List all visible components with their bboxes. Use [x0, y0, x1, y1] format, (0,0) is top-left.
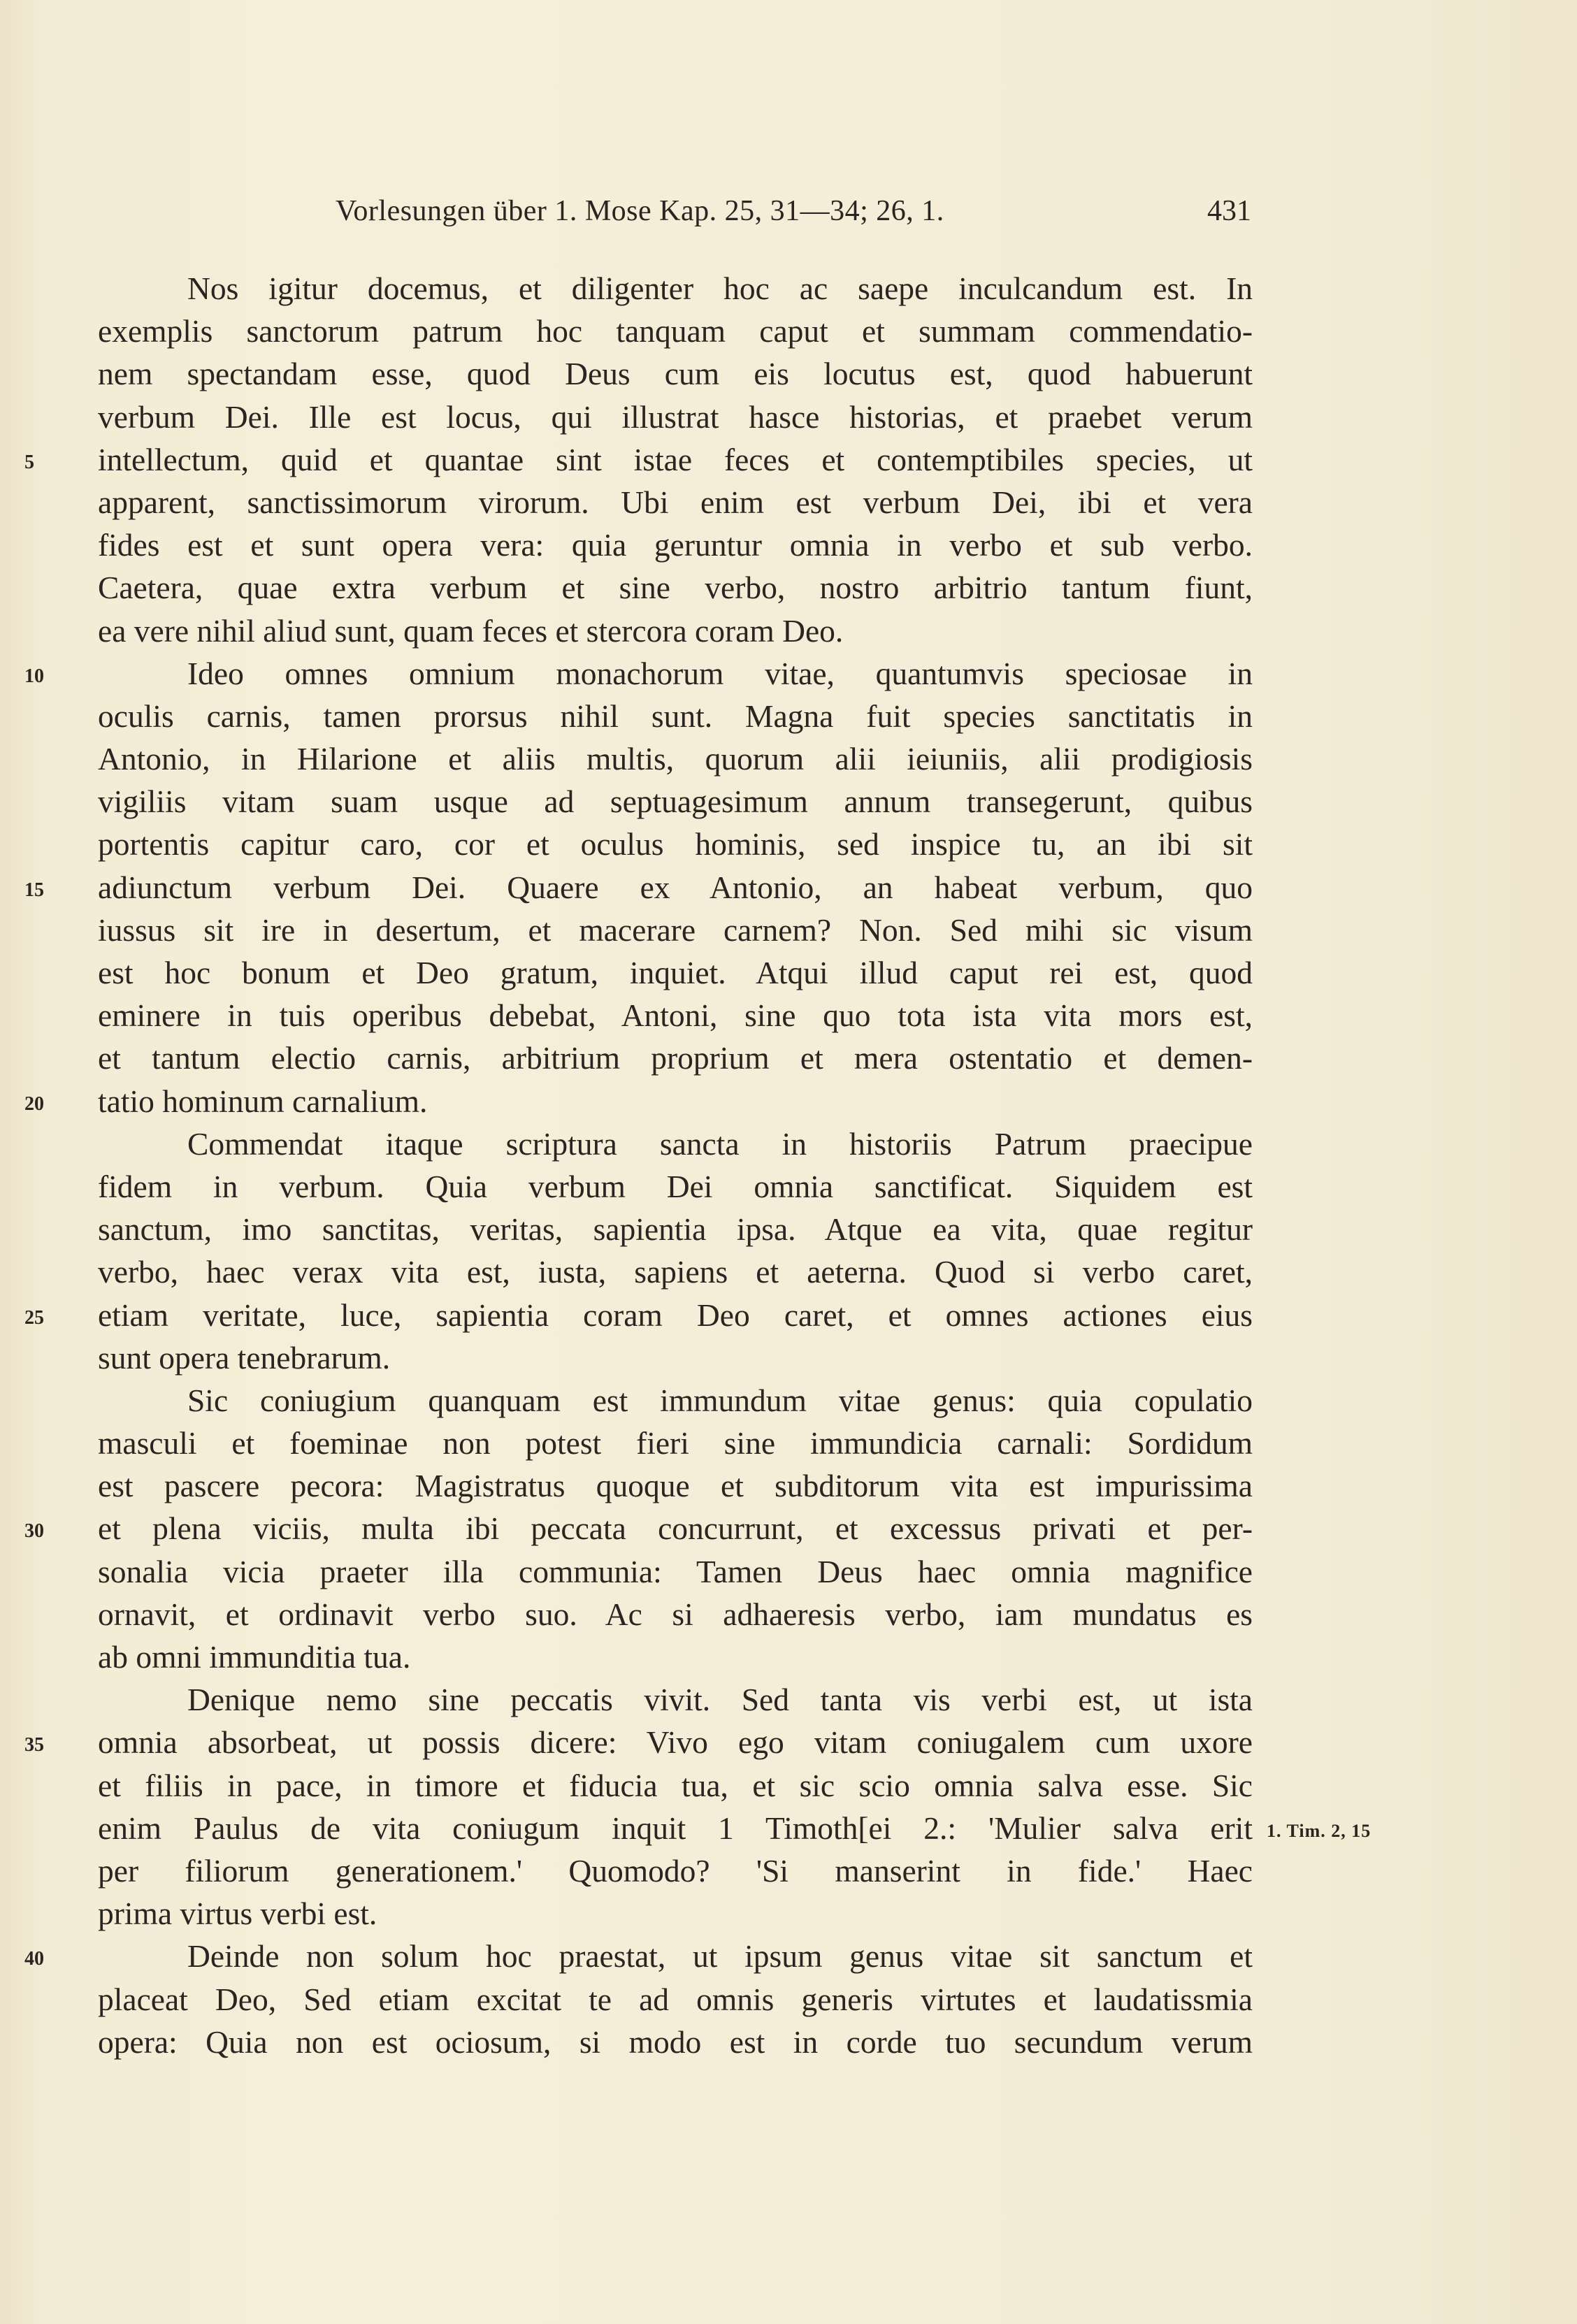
line-text: et filiis in pace, in timore et fiducia tua, et sic scio omnia salva esse. Sic	[98, 1767, 1253, 1803]
text-line	[98, 1892, 1461, 1935]
line-number: 15	[24, 879, 44, 901]
line-text: Commendat itaque scriptura sancta in historiis Patrum praecipue	[187, 1125, 1253, 1162]
text-line	[24, 1294, 1461, 1336]
text-line	[98, 1165, 1461, 1208]
line-number: 10	[24, 665, 44, 687]
page-number: 431	[1207, 195, 1251, 227]
line-text: exemplis sanctorum patrum hoc tanquam caput et summam commendatio-	[98, 313, 1253, 349]
text-line	[98, 566, 1461, 609]
text-line	[98, 1807, 1461, 1849]
line-text: verbo, haec verax vita est, iusta, sapiens et aeterna. Quod si verbo caret,	[98, 1254, 1253, 1290]
marginal-reference: 1. Tim. 2, 15	[1267, 1820, 1371, 1841]
line-text: ea vere nihil aliud sunt, quam feces et stercora coram Deo.	[98, 612, 844, 649]
line-text: Caetera, quae extra verbum et sine verbo, nostro arbitrio tantum fiunt,	[98, 570, 1253, 606]
text-line	[98, 1208, 1461, 1250]
line-number: 40	[24, 1948, 44, 1970]
line-text: et plena viciis, multa ibi peccata concurrunt, et excessus privati et per-	[98, 1510, 1253, 1547]
line-text: verbum Dei. Ille est locus, qui illustrat hasce historias, et praebet verum	[98, 398, 1253, 435]
text-line	[24, 1507, 1461, 1550]
text-line	[98, 1037, 1461, 1079]
body-text	[24, 267, 1461, 2063]
running-title: Vorlesungen über 1. Mose Kap. 25, 31—34; 26, 1.	[336, 195, 944, 227]
line-text: fidem in verbum. Quia verbum Dei omnia sanctificat. Siquidem est	[98, 1168, 1253, 1204]
line-text: eminere in tuis operibus debebat, Antoni, sine quo tota ista vita mors est,	[98, 997, 1253, 1034]
text-line	[98, 310, 1461, 352]
line-text: Nos igitur docemus, et diligenter hoc ac saepe inculcandum est. In	[187, 270, 1253, 306]
text-line	[98, 2021, 1461, 2063]
text-line	[24, 866, 1461, 909]
line-number: 20	[24, 1092, 44, 1115]
text-line	[98, 1422, 1461, 1464]
text-line	[98, 1550, 1461, 1593]
text-line	[98, 994, 1461, 1037]
text-line	[98, 737, 1461, 780]
text-line	[98, 780, 1461, 823]
line-text: prima virtus verbi est.	[98, 1896, 377, 1932]
line-text: ab omni immunditia tua.	[98, 1639, 411, 1675]
text-line	[98, 352, 1461, 395]
line-number: 35	[24, 1734, 44, 1756]
text-line	[24, 438, 1461, 481]
text-line	[98, 1764, 1461, 1807]
line-text: apparent, sanctissimorum virorum. Ubi enim est verbum Dei, ibi et vera	[98, 484, 1253, 520]
text-line	[98, 1678, 1461, 1721]
line-text: est pascere pecora: Magistratus quoque et subditorum vita est impurissima	[98, 1468, 1253, 1504]
line-number: 25	[24, 1306, 44, 1329]
line-text: vigiliis vitam suam usque ad septuagesimum annum transegerunt, quibus	[98, 784, 1253, 820]
page-header	[336, 194, 1251, 236]
line-text: fides est et sunt opera vera: quia geruntur omnia in verbo et sub verbo.	[98, 527, 1253, 563]
text-line	[24, 1935, 1461, 1977]
line-text: Sic coniugium quanquam est immundum vitae genus: quia copulatio	[187, 1382, 1253, 1418]
text-line	[98, 1336, 1461, 1379]
line-text: Ideo omnes omnium monachorum vitae, quantumvis speciosae in	[187, 655, 1253, 691]
text-line	[98, 823, 1461, 865]
text-line	[98, 396, 1461, 438]
text-line	[98, 951, 1461, 994]
line-text: omnia absorbeat, ut possis dicere: Vivo ego vitam coniugalem cum uxore	[98, 1724, 1253, 1761]
text-line	[24, 1721, 1461, 1763]
line-text: opera: Quia non est ociosum, si modo est in corde tuo secundum verum	[98, 2023, 1253, 2060]
line-text: et tantum electio carnis, arbitrium proprium et mera ostentatio et demen-	[98, 1040, 1253, 1076]
line-text: tatio hominum carnalium.	[98, 1083, 428, 1119]
text-line	[98, 1593, 1461, 1636]
line-text: Antonio, in Hilarione et aliis multis, quorum alii ieiuniis, alii prodigiosis	[98, 741, 1253, 777]
text-line	[98, 695, 1461, 737]
line-text: Denique nemo sine peccatis vivit. Sed tanta vis verbi est, ut ista	[187, 1682, 1253, 1718]
line-text: ornavit, et ordinavit verbo suo. Ac si adhaeresis verbo, iam mundatus es	[98, 1596, 1253, 1632]
line-text: iussus sit ire in desertum, et macerare carnem? Non. Sed mihi sic visum	[98, 911, 1253, 948]
text-line	[24, 1080, 1461, 1123]
line-text: adiunctum verbum Dei. Quaere ex Antonio, an habeat verbum, quo	[98, 869, 1253, 905]
text-line	[98, 1464, 1461, 1507]
text-line	[98, 1636, 1461, 1678]
text-line	[98, 1250, 1461, 1293]
text-line	[98, 609, 1461, 652]
line-number: 5	[24, 451, 34, 473]
line-text: intellectum, quid et quantae sint istae feces et contemptibiles species, ut	[98, 441, 1253, 477]
line-number: 30	[24, 1520, 44, 1543]
line-text: nem spectandam esse, quod Deus cum eis locutus est, quod habuerunt	[98, 356, 1253, 392]
line-text: oculis carnis, tamen prorsus nihil sunt. Magna fuit species sanctitatis in	[98, 698, 1253, 734]
line-text: masculi et foeminae non potest fieri sine immundicia carnali: Sordidum	[98, 1425, 1253, 1461]
line-text: placeat Deo, Sed etiam excitat te ad omnis generis virtutes et laudatissmia	[98, 1981, 1253, 2017]
line-text: est hoc bonum et Deo gratum, inquiet. Atqui illud caput rei est, quod	[98, 955, 1253, 990]
text-line	[98, 524, 1461, 566]
line-text: Deinde non solum hoc praestat, ut ipsum genus vitae sit sanctum et	[187, 1938, 1253, 1975]
text-line	[98, 1379, 1461, 1422]
text-line	[98, 909, 1461, 951]
text-line	[98, 1849, 1461, 1892]
line-text: sunt opera tenebrarum.	[98, 1339, 391, 1376]
line-text: etiam veritate, luce, sapientia coram Deo caret, et omnes actiones eius	[98, 1297, 1253, 1333]
text-line	[24, 652, 1461, 695]
text-line	[98, 1978, 1461, 2021]
text-line	[98, 1123, 1461, 1165]
line-text: enim Paulus de vita coniugum inquit 1 Timoth[ei 2.: 'Mulier salva erit	[98, 1810, 1253, 1846]
line-text: sanctum, imo sanctitas, veritas, sapientia ipsa. Atque ea vita, quae regitur	[98, 1211, 1253, 1248]
line-text: per filiorum generationem.' Quomodo? 'Si manserint in fide.' Haec	[98, 1852, 1253, 1889]
line-text: sonalia vicia praeter illa communia: Tamen Deus haec omnia magnifice	[98, 1553, 1253, 1589]
text-line	[98, 481, 1461, 524]
line-text: portentis capitur caro, cor et oculus hominis, sed inspice tu, an ibi sit	[98, 826, 1253, 863]
text-line	[98, 267, 1461, 310]
